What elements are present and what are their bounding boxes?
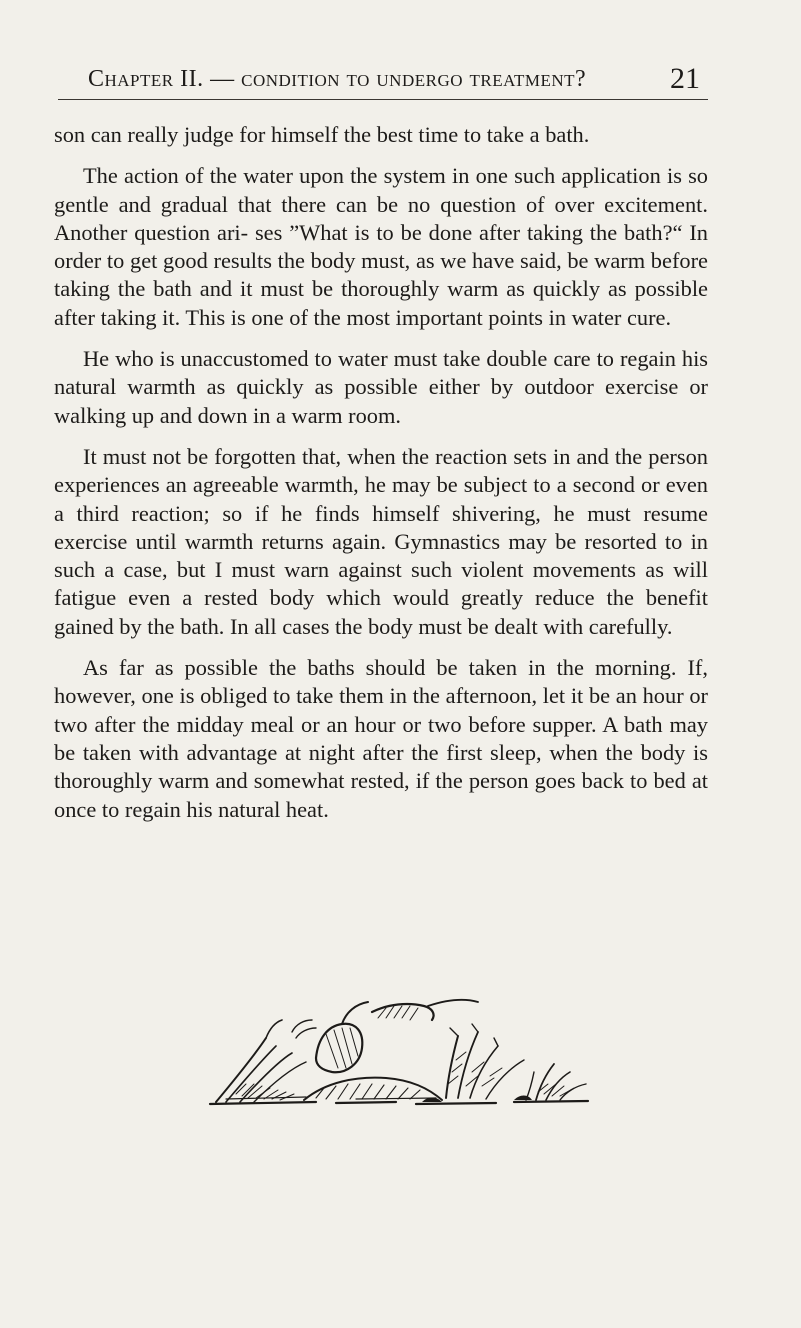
paragraph: He who is unaccustomed to water must take double care to regain his natural warmth as quickly as possible either by outdoor exercise or walking up and down in a warm room. xyxy=(54,346,708,428)
paragraph: It must not be forgotten that, when the reaction sets in and the person experiences an agreeable warmth, he may be subject to a second or even a third reaction; so if he finds himself shivering, he must resume exercise until warmth returns again. Gymnastics may be resorted to in such a case, but I must warn against such violent movements as will fatigue even a rested body which would greatly reduce the benefit gained by the bath. In all cases the body must be dealt with carefully. xyxy=(54,443,708,639)
paragraph: As far as possible the baths should be taken in the morning. If, however, one is obliged to take them in the afternoon, let it be an hour or two after the midday meal or an hour or two before supper. A bath may be taken with advantage at night after the first sleep, when the body is thoroughly warm and somewhat rested, if the person goes back to bed at once to regain his natural heat. xyxy=(54,655,708,822)
page-number: 21 xyxy=(670,62,700,95)
paragraph-continuation: son can really judge for himself the best time to take a bath. xyxy=(54,122,590,147)
tailpiece-ornament-icon xyxy=(196,998,604,1108)
running-head-title: Chapter II. — condition to undergo treatment? xyxy=(88,66,587,92)
paragraph: The action of the water upon the system in one such application is so gentle and gradual that there can be no question of over excitement. Another question ari- ses ”What is to be done after taking the bath?“ In order to get good results the body must, as we have said, be warm before taking the bath and it must be thoroughly warm as quickly as possible after taking it. This is one of the most important points in water cure. xyxy=(54,163,708,330)
body-text xyxy=(54,121,708,824)
running-head xyxy=(56,62,706,96)
header-rule xyxy=(58,99,708,100)
